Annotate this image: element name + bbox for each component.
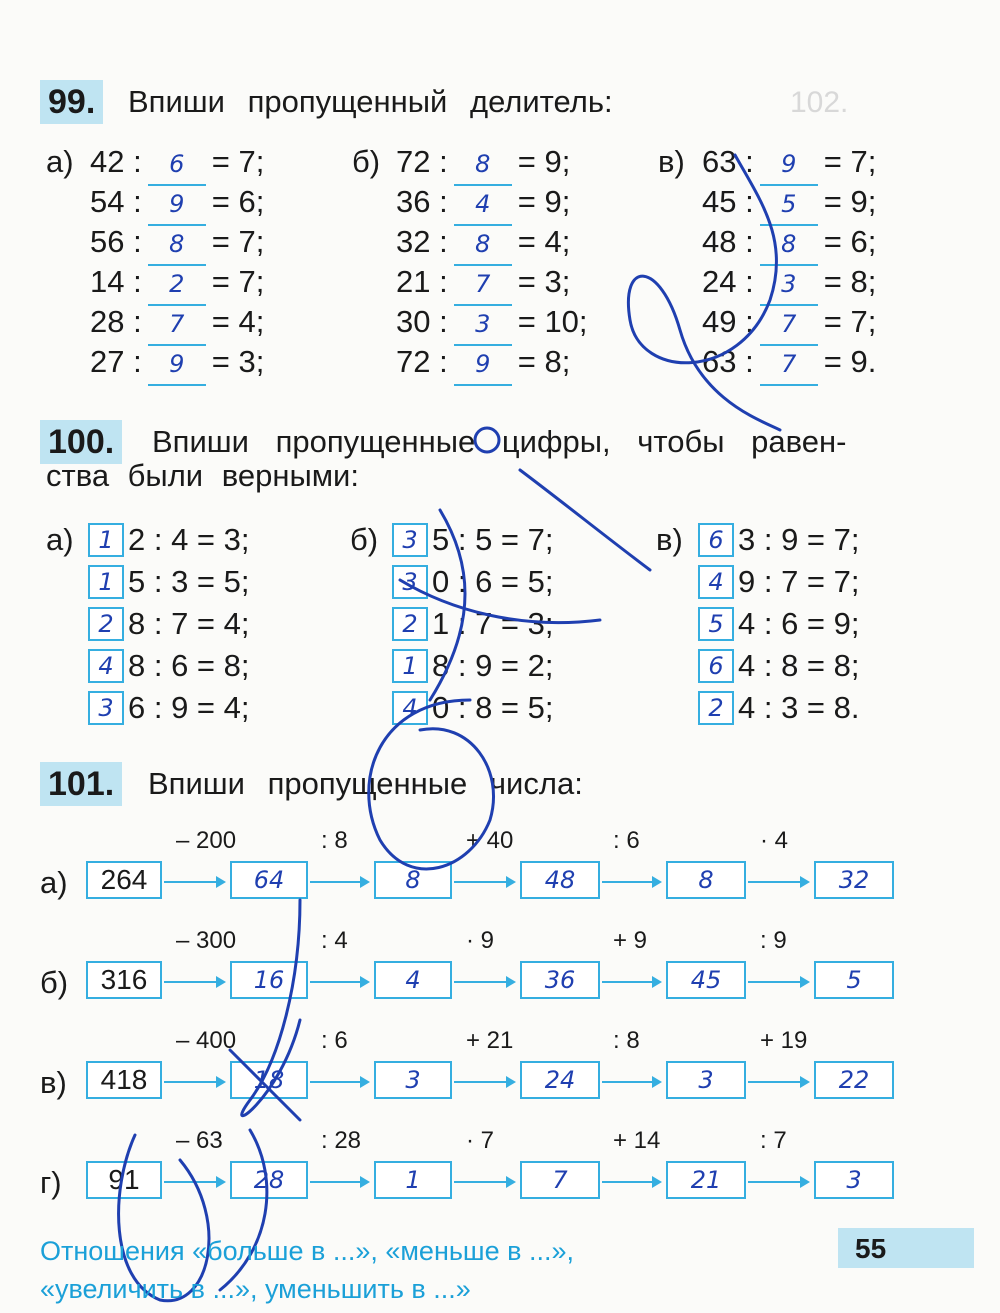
operation-label: : 8 — [613, 1027, 640, 1054]
division-row: 56 : 8 = 7; — [90, 222, 264, 266]
result: 10 — [544, 304, 579, 339]
dividend: 45 — [702, 184, 737, 219]
dividend: 49 — [702, 304, 737, 339]
chain-start-box: 418 — [86, 1061, 162, 1099]
division-row: 63 : 7 = 9. — [702, 342, 876, 386]
dividend: 42 — [90, 144, 125, 179]
result: 6 — [238, 184, 256, 219]
operation-label: + 21 — [466, 1027, 514, 1054]
chain-label: б) — [40, 965, 69, 1000]
result: 4 — [544, 224, 562, 259]
digit-box[interactable]: 1 — [88, 565, 124, 599]
exercise-100-task-line2: ства были верными: — [46, 458, 359, 493]
answer-blank[interactable]: 9 — [148, 184, 206, 226]
division-row: 45 : 5 = 9; — [702, 182, 876, 226]
exercise-100-task-line1: Впиши пропущенные цифры, чтобы равен- — [152, 424, 847, 459]
answer-blank[interactable]: 3 — [454, 304, 512, 346]
dividend: 21 — [396, 264, 431, 299]
chain-arrow — [748, 881, 808, 883]
chain-arrow — [602, 1081, 660, 1083]
exercise-100-number: 100. — [40, 420, 122, 464]
chain-arrow — [310, 881, 368, 883]
chain-start-box: 91 — [86, 1161, 162, 1199]
answer-blank[interactable]: 2 — [148, 264, 206, 306]
operation-label: · 9 — [466, 927, 495, 954]
result: 9 — [850, 184, 868, 219]
result: 9 — [544, 144, 562, 179]
result: 3 — [544, 264, 562, 299]
column-label: в) — [658, 144, 685, 179]
chain-arrow — [602, 1181, 660, 1183]
chain-label: в) — [40, 1065, 67, 1100]
chain-arrow — [164, 1081, 224, 1083]
exercise-101-task: Впиши пропущенные числа: — [148, 766, 583, 801]
division-row: 48 : 8 = 6; — [702, 222, 876, 266]
chain-answer-box[interactable]: 32 — [814, 861, 894, 899]
answer-blank[interactable]: 9 — [454, 344, 512, 386]
operation-label: : 6 — [613, 827, 640, 854]
division-row: 21 : 7 = 3; — [396, 262, 570, 306]
column-label: а) — [46, 144, 74, 179]
digit-box[interactable]: 1 — [88, 523, 124, 557]
digit-box[interactable]: 6 — [698, 523, 734, 557]
chain-arrow — [454, 1081, 514, 1083]
answer-blank[interactable]: 7 — [148, 304, 206, 346]
equation-rest: 5 : 3 = 5; — [128, 564, 250, 599]
chain-arrow — [164, 881, 224, 883]
dividend: 28 — [90, 304, 125, 339]
result: 6 — [850, 224, 868, 259]
equation-rest: 2 : 4 = 3; — [128, 522, 250, 557]
column-label: в) — [656, 522, 683, 557]
chain-answer-box[interactable]: 21 — [666, 1161, 746, 1199]
column-label: б) — [350, 522, 379, 557]
chain-answer-box[interactable]: 22 — [814, 1061, 894, 1099]
equation-rest: 8 : 9 = 2; — [432, 648, 554, 683]
equation-rest: 4 : 3 = 8. — [738, 690, 860, 725]
chain-arrow — [454, 981, 514, 983]
chain-answer-box[interactable]: 7 — [520, 1161, 600, 1199]
division-row: 28 : 7 = 4; — [90, 302, 264, 346]
chain-arrow — [310, 981, 368, 983]
digit-box[interactable]: 4 — [392, 691, 428, 725]
digit-box[interactable]: 3 — [88, 691, 124, 725]
operation-label: – 200 — [176, 827, 237, 854]
equation-rest: 8 : 7 = 4; — [128, 606, 250, 641]
column-label: а) — [46, 522, 74, 557]
answer-blank[interactable]: 9 — [148, 344, 206, 386]
chain-arrow — [748, 981, 808, 983]
chain-arrow — [454, 1181, 514, 1183]
chain-answer-box[interactable]: 5 — [814, 961, 894, 999]
chain-arrow — [310, 1181, 368, 1183]
result: 7 — [850, 304, 868, 339]
answer-blank[interactable]: 3 — [760, 264, 818, 306]
dividend: 63 — [702, 344, 737, 379]
dividend: 54 — [90, 184, 125, 219]
chain-answer-box[interactable]: 16 — [230, 961, 308, 999]
chain-answer-box[interactable]: 4 — [374, 961, 452, 999]
page-number: 55 — [855, 1233, 887, 1264]
digit-box[interactable]: 2 — [88, 607, 124, 641]
chain-label: а) — [40, 865, 68, 900]
result: 8 — [544, 344, 562, 379]
result: 7 — [238, 224, 256, 259]
operation-label: · 7 — [466, 1127, 495, 1154]
division-row: 27 : 9 = 3; — [90, 342, 264, 386]
equation-rest: 8 : 6 = 8; — [128, 648, 250, 683]
digit-box[interactable]: 4 — [88, 649, 124, 683]
digit-box[interactable]: 6 — [698, 649, 734, 683]
chain-answer-box[interactable]: 64 — [230, 861, 308, 899]
division-row: 32 : 8 = 4; — [396, 222, 570, 266]
digit-box[interactable]: 3 — [392, 523, 428, 557]
chain-label: г) — [40, 1165, 62, 1200]
equation-rest: 9 : 7 = 7; — [738, 564, 860, 599]
operation-label: · 4 — [760, 827, 789, 854]
division-row: 42 : 6 = 7; — [90, 142, 264, 186]
chain-answer-box[interactable]: 3 — [666, 1061, 746, 1099]
chain-answer-box[interactable]: 36 — [520, 961, 600, 999]
result: 3 — [238, 344, 256, 379]
chain-answer-box[interactable]: 24 — [520, 1061, 600, 1099]
answer-blank[interactable]: 4 — [454, 184, 512, 226]
column-label: б) — [352, 144, 381, 179]
division-row: 24 : 3 = 8; — [702, 262, 876, 306]
dividend: 24 — [702, 264, 737, 299]
answer-blank[interactable]: 8 — [148, 224, 206, 266]
answer-blank[interactable]: 6 — [148, 144, 206, 186]
chain-arrow — [748, 1181, 808, 1183]
operation-label: – 400 — [176, 1027, 237, 1054]
operation-label: + 14 — [613, 1127, 661, 1154]
chain-arrow — [164, 981, 224, 983]
division-row: 30 : 3 = 10; — [396, 302, 588, 346]
chain-answer-box[interactable]: 3 — [814, 1161, 894, 1199]
chain-start-box: 264 — [86, 861, 162, 899]
footer-topic — [40, 1232, 574, 1308]
chain-answer-box[interactable]: 1 — [374, 1161, 452, 1199]
result: 7 — [238, 144, 256, 179]
result: 4 — [238, 304, 256, 339]
operation-label: + 19 — [760, 1027, 808, 1054]
answer-blank[interactable]: 7 — [760, 344, 818, 386]
dividend: 72 — [396, 144, 431, 179]
digit-box[interactable]: 2 — [698, 691, 734, 725]
division-row: 14 : 2 = 7; — [90, 262, 264, 306]
operation-label: + 40 — [466, 827, 514, 854]
digit-box[interactable]: 4 — [698, 565, 734, 599]
chain-arrow — [602, 981, 660, 983]
dividend: 27 — [90, 344, 125, 379]
operation-label: + 9 — [613, 927, 648, 954]
chain-arrow — [748, 1081, 808, 1083]
exercise-99-task: Впиши пропущенный делитель: — [128, 84, 613, 119]
operation-label: : 28 — [321, 1127, 362, 1154]
chain-start-box: 316 — [86, 961, 162, 999]
exercise-99-number: 99. — [40, 80, 103, 124]
division-row: 72 : 8 = 9; — [396, 142, 570, 186]
answer-blank[interactable]: 8 — [454, 224, 512, 266]
dividend: 32 — [396, 224, 431, 259]
equation-rest: 5 : 5 = 7; — [432, 522, 554, 557]
equation-rest: 6 : 9 = 4; — [128, 690, 250, 725]
equation-rest: 0 : 6 = 5; — [432, 564, 554, 599]
equation-rest: 4 : 6 = 9; — [738, 606, 860, 641]
exercise-101-number: 101. — [40, 762, 122, 806]
dividend: 14 — [90, 264, 125, 299]
digit-box[interactable]: 1 — [392, 649, 428, 683]
chain-arrow — [454, 881, 514, 883]
result: 9 — [544, 184, 562, 219]
dividend: 48 — [702, 224, 737, 259]
operation-label: – 300 — [176, 927, 237, 954]
answer-blank[interactable]: 8 — [760, 224, 818, 266]
dividend: 72 — [396, 344, 431, 379]
division-row: 54 : 9 = 6; — [90, 182, 264, 226]
division-row: 49 : 7 = 7; — [702, 302, 876, 346]
chain-answer-box[interactable]: 45 — [666, 961, 746, 999]
division-row: 63 : 9 = 7; — [702, 142, 876, 186]
operation-label: : 7 — [760, 1127, 787, 1154]
equation-rest: 4 : 8 = 8; — [738, 648, 860, 683]
division-row: 72 : 9 = 8; — [396, 342, 570, 386]
answer-blank[interactable]: 9 — [760, 144, 818, 186]
result: 8 — [850, 264, 868, 299]
result: 7 — [238, 264, 256, 299]
dividend: 63 — [702, 144, 737, 179]
chain-answer-box[interactable]: 3 — [374, 1061, 452, 1099]
equation-rest: 0 : 8 = 5; — [432, 690, 554, 725]
result: 7 — [850, 144, 868, 179]
operation-label: : 8 — [321, 827, 348, 854]
equation-rest: 3 : 9 = 7; — [738, 522, 860, 557]
answer-blank[interactable]: 8 — [454, 144, 512, 186]
operation-label: – 63 — [176, 1127, 223, 1154]
digit-box[interactable]: 2 — [392, 607, 428, 641]
chain-answer-box[interactable]: 48 — [520, 861, 600, 899]
digit-box[interactable]: 3 — [392, 565, 428, 599]
operation-label: : 4 — [321, 927, 348, 954]
operation-label: : 6 — [321, 1027, 348, 1054]
equation-rest: 1 : 7 = 3; — [432, 606, 554, 641]
dividend: 30 — [396, 304, 431, 339]
answer-blank[interactable]: 5 — [760, 184, 818, 226]
chain-arrow — [602, 881, 660, 883]
chain-arrow — [310, 1081, 368, 1083]
footer-line-1: Отношения «больше в ...», «меньше в ...», — [40, 1236, 574, 1266]
chain-answer-box[interactable]: 18 — [230, 1061, 308, 1099]
footer-line-2: «увеличить в ...», уменьшить в ...» — [40, 1274, 471, 1304]
show-through-text: 102. — [790, 86, 849, 119]
chain-answer-box[interactable]: 8 — [374, 861, 452, 899]
answer-blank[interactable]: 7 — [454, 264, 512, 306]
result: 9 — [850, 344, 868, 379]
operation-label: : 9 — [760, 927, 787, 954]
chain-arrow — [164, 1181, 224, 1183]
chain-answer-box[interactable]: 28 — [230, 1161, 308, 1199]
dividend: 36 — [396, 184, 431, 219]
digit-box[interactable]: 5 — [698, 607, 734, 641]
chain-answer-box[interactable]: 8 — [666, 861, 746, 899]
dividend: 56 — [90, 224, 125, 259]
division-row: 36 : 4 = 9; — [396, 182, 570, 226]
answer-blank[interactable]: 7 — [760, 304, 818, 346]
